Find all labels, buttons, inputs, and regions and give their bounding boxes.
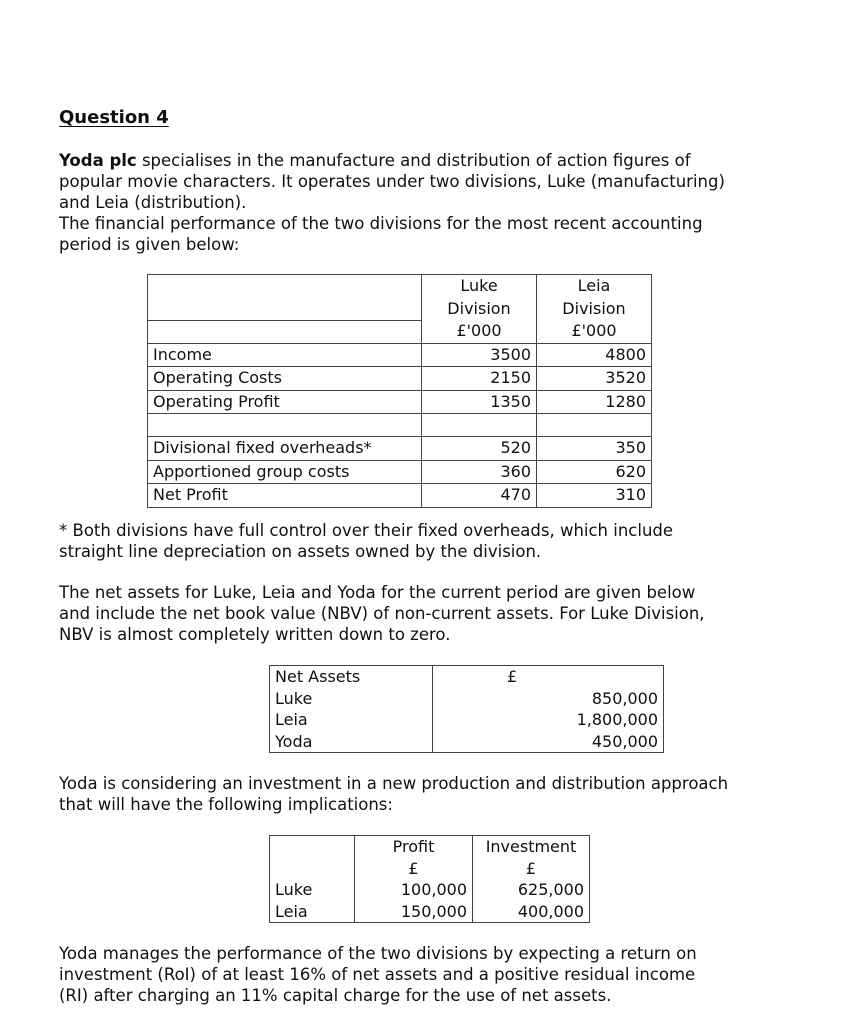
net-assets-header: Net Assets xyxy=(270,666,433,688)
luke-header-1: Luke xyxy=(422,275,537,298)
table-row: Yoda 450,000 xyxy=(270,731,664,753)
leia-header-1: Leia xyxy=(537,275,652,298)
leia-header-3: £'000 xyxy=(537,320,652,343)
net-assets-table xyxy=(269,665,664,753)
table-row: Divisional fixed overheads* 520 350 xyxy=(148,437,652,461)
table-row: Luke 100,000 625,000 xyxy=(270,879,590,901)
investment-header: Investment xyxy=(473,836,590,858)
footnote: * Both divisions have full control over their fixed overheads, which include straight line depreciation on assets owned by the division. xyxy=(59,521,674,561)
table-row: Operating Costs 2150 3520 xyxy=(148,367,652,391)
company-name: Yoda plc xyxy=(59,151,137,170)
luke-header-3: £'000 xyxy=(422,320,537,343)
luke-header-2: Division xyxy=(422,298,537,321)
closing-paragraph: Yoda manages the performance of the two divisions by expecting a return on investment (RoI) of at least 16% of net assets and a positive residual income (RI) after charging an 11% capital charge for the use of net assets. xyxy=(59,944,697,1005)
table-row: Leia 150,000 400,000 xyxy=(270,901,590,923)
table-row: Income 3500 4800 xyxy=(148,343,652,367)
performance-table xyxy=(147,274,652,508)
investment-intro: Yoda is considering an investment in a new production and distribution approach that will have the following implications: xyxy=(59,774,729,814)
table-row: Net Profit 470 310 xyxy=(148,484,652,508)
spacer-row xyxy=(148,414,652,437)
intro-line-1: specialises in the manufacture and distribution of action figures of xyxy=(136,151,691,170)
table-row: Leia 1,800,000 xyxy=(270,709,664,731)
table-row: Operating Profit 1350 1280 xyxy=(148,390,652,414)
table-row: Luke 850,000 xyxy=(270,688,664,710)
net-assets-unit: £ xyxy=(433,666,664,688)
leia-header-2: Division xyxy=(537,298,652,321)
intro-line-4: The financial performance of the two divisions for the most recent accounting xyxy=(59,214,703,233)
intro-line-3: and Leia (distribution). xyxy=(59,193,247,212)
intro-paragraph xyxy=(59,150,799,255)
profit-unit: £ xyxy=(355,858,473,880)
table-row: Apportioned group costs 360 620 xyxy=(148,460,652,484)
blank-header-cell xyxy=(148,275,422,298)
intro-line-2: popular movie characters. It operates under two divisions, Luke (manufacturing) xyxy=(59,172,725,191)
question-heading: Question 4 xyxy=(59,107,169,128)
intro-line-5: period is given below: xyxy=(59,235,240,254)
net-assets-intro: The net assets for Luke, Leia and Yoda for the current period are given below and include the net book value (NBV) of non-current assets. For Luke Division, NBV is almost completely written down to zero. xyxy=(59,583,705,644)
profit-header: Profit xyxy=(355,836,473,858)
investment-table xyxy=(269,835,590,923)
investment-unit: £ xyxy=(473,858,590,880)
